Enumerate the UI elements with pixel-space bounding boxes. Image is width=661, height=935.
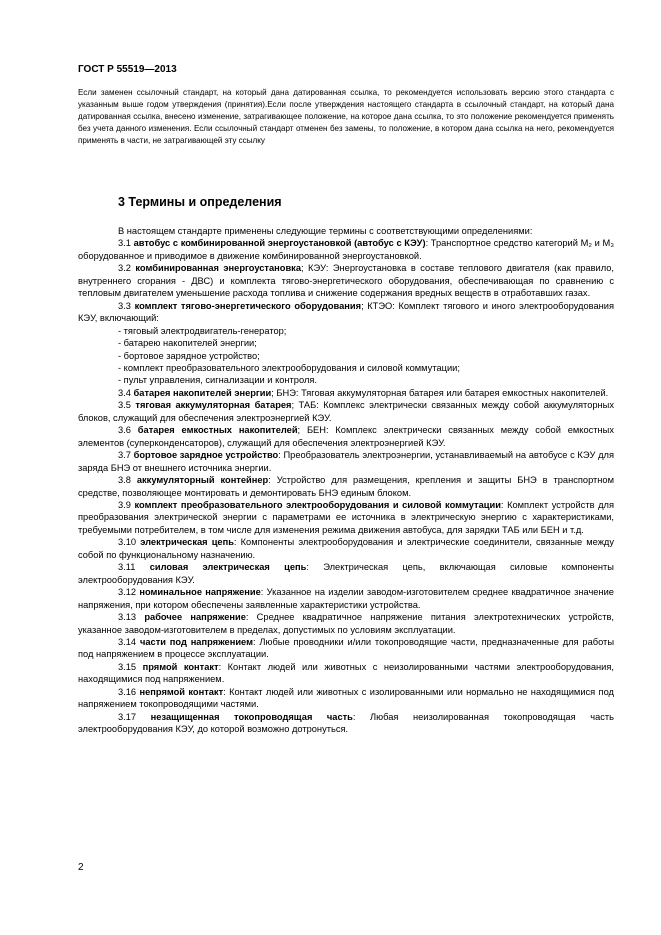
term-name: комбинированная энергоустановка xyxy=(135,263,301,274)
term-paragraph: 3.11 силовая электрическая цепь: Электрическая цепь, включающая силовые компоненты электрооборудования КЭУ. xyxy=(78,562,614,585)
term-name: автобус с комбинированной энергоустановкой (автобус с КЭУ) xyxy=(133,238,426,249)
term-paragraph: 3.9 комплект преобразовательного электрооборудования и силовой коммутации: Комплект устройств для преобразования электрической энергии с параметрами ее источника в электрическую энергию с характеристиками, требуемыми потребителем, в том числе для изменения режима движения автобуса, для зарядки ТАБ или БЕН и т.д. xyxy=(78,499,614,535)
term-paragraph: 3.3 комплект тягово-энергетического оборудования; КТЭО: Комплект тягового и иного электрооборудования КЭУ, включающий: xyxy=(78,300,614,324)
reference-note xyxy=(78,87,614,147)
term-paragraph: 3.6 батарея емкостных накопителей; БЕН: Комплекс электрически связанных между собой емкостных элементов (суперконденсаторов), служащий для обеспечения электроэнергией КЭУ. xyxy=(78,425,614,448)
intro-paragraph: В настоящем стандарте применены следующие термины с соответствующими определениями: xyxy=(118,226,533,236)
term-name: рабочее напряжение xyxy=(144,612,246,623)
term-name: бортовое зарядное устройство xyxy=(133,450,279,461)
term-name: номинальное напряжение xyxy=(139,587,261,598)
term-name: незащищенная токопроводящая часть xyxy=(150,711,353,722)
term-name: аккумуляторный контейнер xyxy=(136,475,269,486)
term-paragraph: 3.10 электрическая цепь: Компоненты электрооборудования и электрические соединители, связанные между собой по функциональному назначению. xyxy=(78,537,614,560)
term-name: батарея емкостных накопителей xyxy=(137,425,298,436)
term-paragraph: 3.15 прямой контакт: Контакт людей или животных с неизолированными частями электрооборудования, находящимися под напряжением. xyxy=(78,661,614,685)
page-number: 2 xyxy=(78,862,84,873)
term-paragraph: 3.8 аккумуляторный контейнер: Устройство для размещения, крепления и защиты БНЭ в транспортном средстве, позволяющее монтировать и демонтировать БНЭ единым блоком. xyxy=(78,475,614,498)
term-paragraph: 3.16 непрямой контакт: Контакт людей или животных с изолированными или нормально не находящимися под напряжением токопроводящими частями. xyxy=(78,686,614,710)
term-name: прямой контакт xyxy=(142,661,219,672)
term-paragraph: 3.1 автобус с комбинированной энергоустановкой (автобус с КЭУ): Транспортное средство категорий M₂ и M₃ оборудованное и приводимое в движение комбинированной энергоустановкой. xyxy=(78,238,614,261)
term-paragraph: 3.7 бортовое зарядное устройство: Преобразователь электроэнергии, устанавливаемый на автобусе с КЭУ для заряда БНЭ от внешнего источника энергии. xyxy=(78,450,614,473)
term-name: электрическая цепь xyxy=(140,537,234,548)
terms-body xyxy=(78,225,614,736)
term-name: тяговая аккумуляторная батарея xyxy=(135,400,292,411)
term-paragraph: 3.4 батарея накопителей энергии; БНЭ: Тяговая аккумуляторная батарея или батарея емкостных накопителей. xyxy=(118,387,609,398)
term-name: части под напряжением xyxy=(139,636,253,647)
term-paragraph: 3.2 комбинированная энергоустановка; КЭУ: Энергоустановка в составе теплового двигателя (как правило, внутреннего сгорания - ДВС) и комплекта тягово-энергетического оборудования, обеспечивающая по сравнению с тепловым двигателем уменьшение расхода топлива и снижение содержания вредных веществ в отработавших газах. xyxy=(78,263,614,299)
list-item: - бортовое зарядное устройство; xyxy=(118,350,260,361)
note-text: Если заменен ссылочный стандарт, на который дана датированная ссылка, то рекомендуется использовать версию этого стандарта с указанным выше годом утверждения (принятия).Если после утверждения настоящего стандарта в ссылочный стандарт, на который дана датированная ссылка, внесено изменение, затрагивающее положение, на которое дана ссылка, то это положение рекомендуется применять без учета данного изменения. Если ссылочный стандарт отменен без замены, то положение, в котором дана ссылка на него, рекомендуется применять в части, не затрагивающей эту ссылку xyxy=(78,88,614,145)
section-title: 3 Термины и определения xyxy=(118,195,282,209)
list-item: - комплект преобразовательного электрооборудования и силовой коммутации; xyxy=(118,362,460,373)
list-item: - тяговый электродвигатель-генератор; xyxy=(118,325,287,336)
list-item: - батарею накопителей энергии; xyxy=(118,338,257,349)
term-paragraph: 3.12 номинальное напряжение: Указанное на изделии заводом-изготовителем среднее квадратичное значение напряжения, при котором обеспечены заявленные характеристики устройства. xyxy=(78,587,614,610)
term-name: батарея накопителей энергии xyxy=(133,387,272,398)
term-name: комплект тягово-энергетического оборудования xyxy=(134,300,362,311)
document-header: ГОСТ Р 55519—2013 xyxy=(78,64,177,75)
term-name: комплект преобразовательного электрооборудования и силовой коммутации xyxy=(134,499,501,510)
list-item: - пульт управления, сигнализации и контроля. xyxy=(118,375,317,386)
term-name: силовая электрическая цепь xyxy=(149,562,307,573)
term-name: непрямой контакт xyxy=(139,686,224,697)
term-paragraph: 3.14 части под напряжением: Любые проводники и/или токопроводящие части, предназначенные для работы под напряжением в процессе эксплуатации. xyxy=(78,636,614,660)
term-paragraph: 3.13 рабочее напряжение: Среднее квадратичное напряжение питания электротехнических устройств, указанное заводом-изготовителем в пределах, допустимых по условиям эксплуатации. xyxy=(78,612,614,635)
term-paragraph: 3.5 тяговая аккумуляторная батарея; ТАБ: Комплекс электрически связанных между собой аккумуляторных блоков, служащий для обеспечения электроэнергией КЭУ. xyxy=(78,400,615,423)
term-paragraph: 3.17 незащищенная токопроводящая часть: Любая неизолированная токопроводящая часть электрооборудования КЭУ, до которой возможно дотронуться. xyxy=(78,711,614,735)
